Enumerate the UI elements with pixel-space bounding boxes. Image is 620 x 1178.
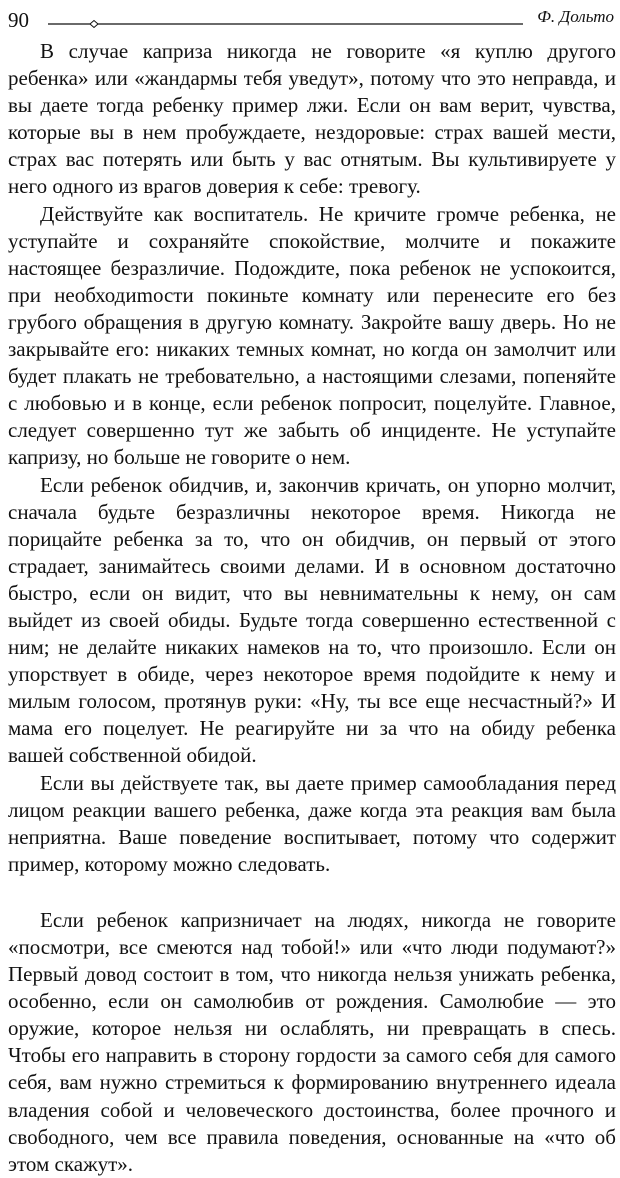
paragraph-3: Если ребенок обидчив, и, закончив кричать, он упорно молчит, сначала будьте безразличны некоторое время. Никогда не порицайте ребенка за то, что он обидчив, он первый от этого страдает, занимайтесь своими делами. И в основном достаточно быстро, если он видит, что вы невнимательны к нему, он сам выйдет из своей обиды. Будьте тогда совершенно естественной с ним; не делайте никаких намеков на то, что произошло. Если он упорствует в обиде, через некоторое время подойдите к нему и милым голосом, протянув руки: «Ну, ты все еще несчастный?» И мама его поцелует. Не реагируйте ни за что на обиду ребенка вашей собственной обидой. (8, 472, 616, 768)
page-header (8, 4, 614, 34)
paragraph-4: Если вы действуете так, вы даете пример самообладания перед лицом реакции вашего ребенка, даже когда эта реакция вам была неприятна. Ваше поведение воспитывает, потому что содержит пример, которому можно следовать. (8, 770, 616, 876)
paragraph-5: Если ребенок капризничает на людях, никогда не говорите «посмотри, все смеются над тобой!» или «что люди подумают?» Первый довод состоит в том, что никогда нельзя унижать ребенка, особенно, если он самолюбив от рождения. Самолюбие — это оружие, которое нельзя ни ослаблять, ни превращать в спесь. Чтобы его направить в сторону гордости за самого себя для самого себя, вам нужно стремиться к формированию внутреннего идеала владения собой и человеческого достоинства, более прочного и свободного, чем все правила поведения, основанные на «что об этом скажут». (8, 907, 616, 1176)
page-number: 90 (8, 8, 29, 32)
header-rule-ornament (48, 20, 523, 28)
paragraph-2: Действуйте как воспитатель. Не кричите громче ребенка, не уступайте и сохраняйте спокойствие, молчите и покажите настоящее безразличие. Подождите, пока ребенок не успокоится, при необходиmости покиньте комнату или перенесите его без грубого обращения в другую комнату. Закройте вашу дверь. Но не закрывайте его: никаких темных комнат, но когда он замолчит или будет плакать не требовательно, а настоящими слезами, попеняйте с любовью и в конце, если ребенок попросит, поцелуйте. Главное, следует совершенно тут же забыть об инциденте. Не уступайте капризу, но больше не говорите о нем. (8, 201, 616, 470)
running-title: Ф. Дольто (537, 7, 614, 26)
body-text (8, 38, 616, 1178)
paragraph-1: В случае каприза никогда не говорите «я куплю другого ребенка» или «жандармы тебя уведут», потому что это неправда, и вы даете тогда ребенку пример лжи. Если он вам верит, чувства, которые вы в нем пробуждаете, нездоровые: страх вашей мести, страх вас потерять или быть у вас отнятым. Вы культивируете у него одного из врагов доверия к себе: тревогу. (8, 39, 616, 199)
section-break (8, 878, 616, 907)
